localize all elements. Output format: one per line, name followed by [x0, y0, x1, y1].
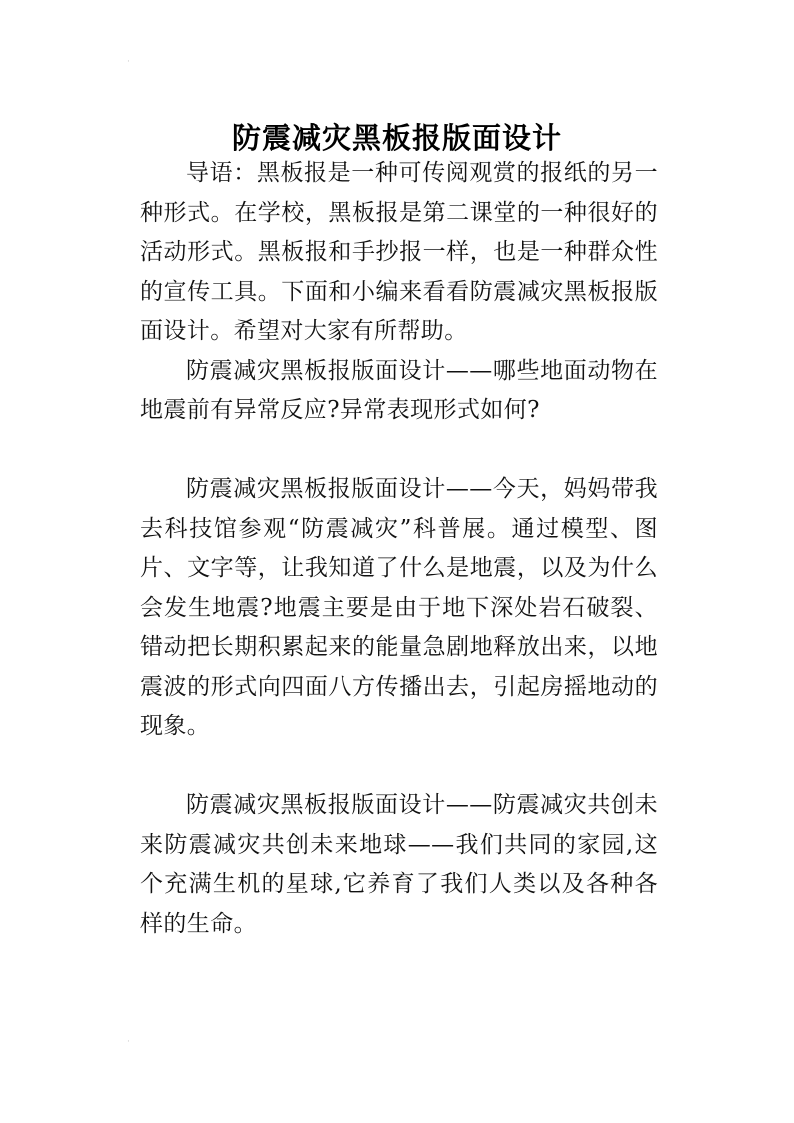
paragraph-intro: 导语：黑板报是一种可传阅观赏的报纸的另一种形式。在学校，黑板报是第二课堂的一种很好的活动形式。黑板报和手抄报一样，也是一种群众性的宣传工具。下面和小编来看看防震减灾黑板报版面设计。希望对大家有所帮助。: [140, 160, 658, 344]
corner-crop-mark-top: ·: [127, 57, 130, 67]
paragraph-future: 防震减灾黑板报版面设计——防震减灾共创未来防震减灾共创未来地球——我们共同的家园,这个充满生机的星球,它养育了我们人类以及各种各样的生命。: [140, 792, 658, 937]
paragraph-animals: 防震减灾黑板报版面设计——哪些地面动物在地震前有异常反应?异常表现形式如何?: [140, 357, 658, 423]
document-title: 防震减灾黑板报版面设计: [231, 121, 562, 156]
paragraph-science-museum: 防震减灾黑板报版面设计——今天，妈妈带我去科技馆参观“防震减灾”科普展。通过模型、图片、文字等，让我知道了什么是地震，以及为什么会发生地震?地震主要是由于地下深处岩石破裂、错动把长期积累起来的能量急剧地释放出来，以地震波的形式向四面八方传播出去，引起房摇地动的现象。: [140, 476, 658, 739]
corner-crop-mark-bottom: ·: [127, 1037, 130, 1047]
document-body: [140, 154, 658, 944]
